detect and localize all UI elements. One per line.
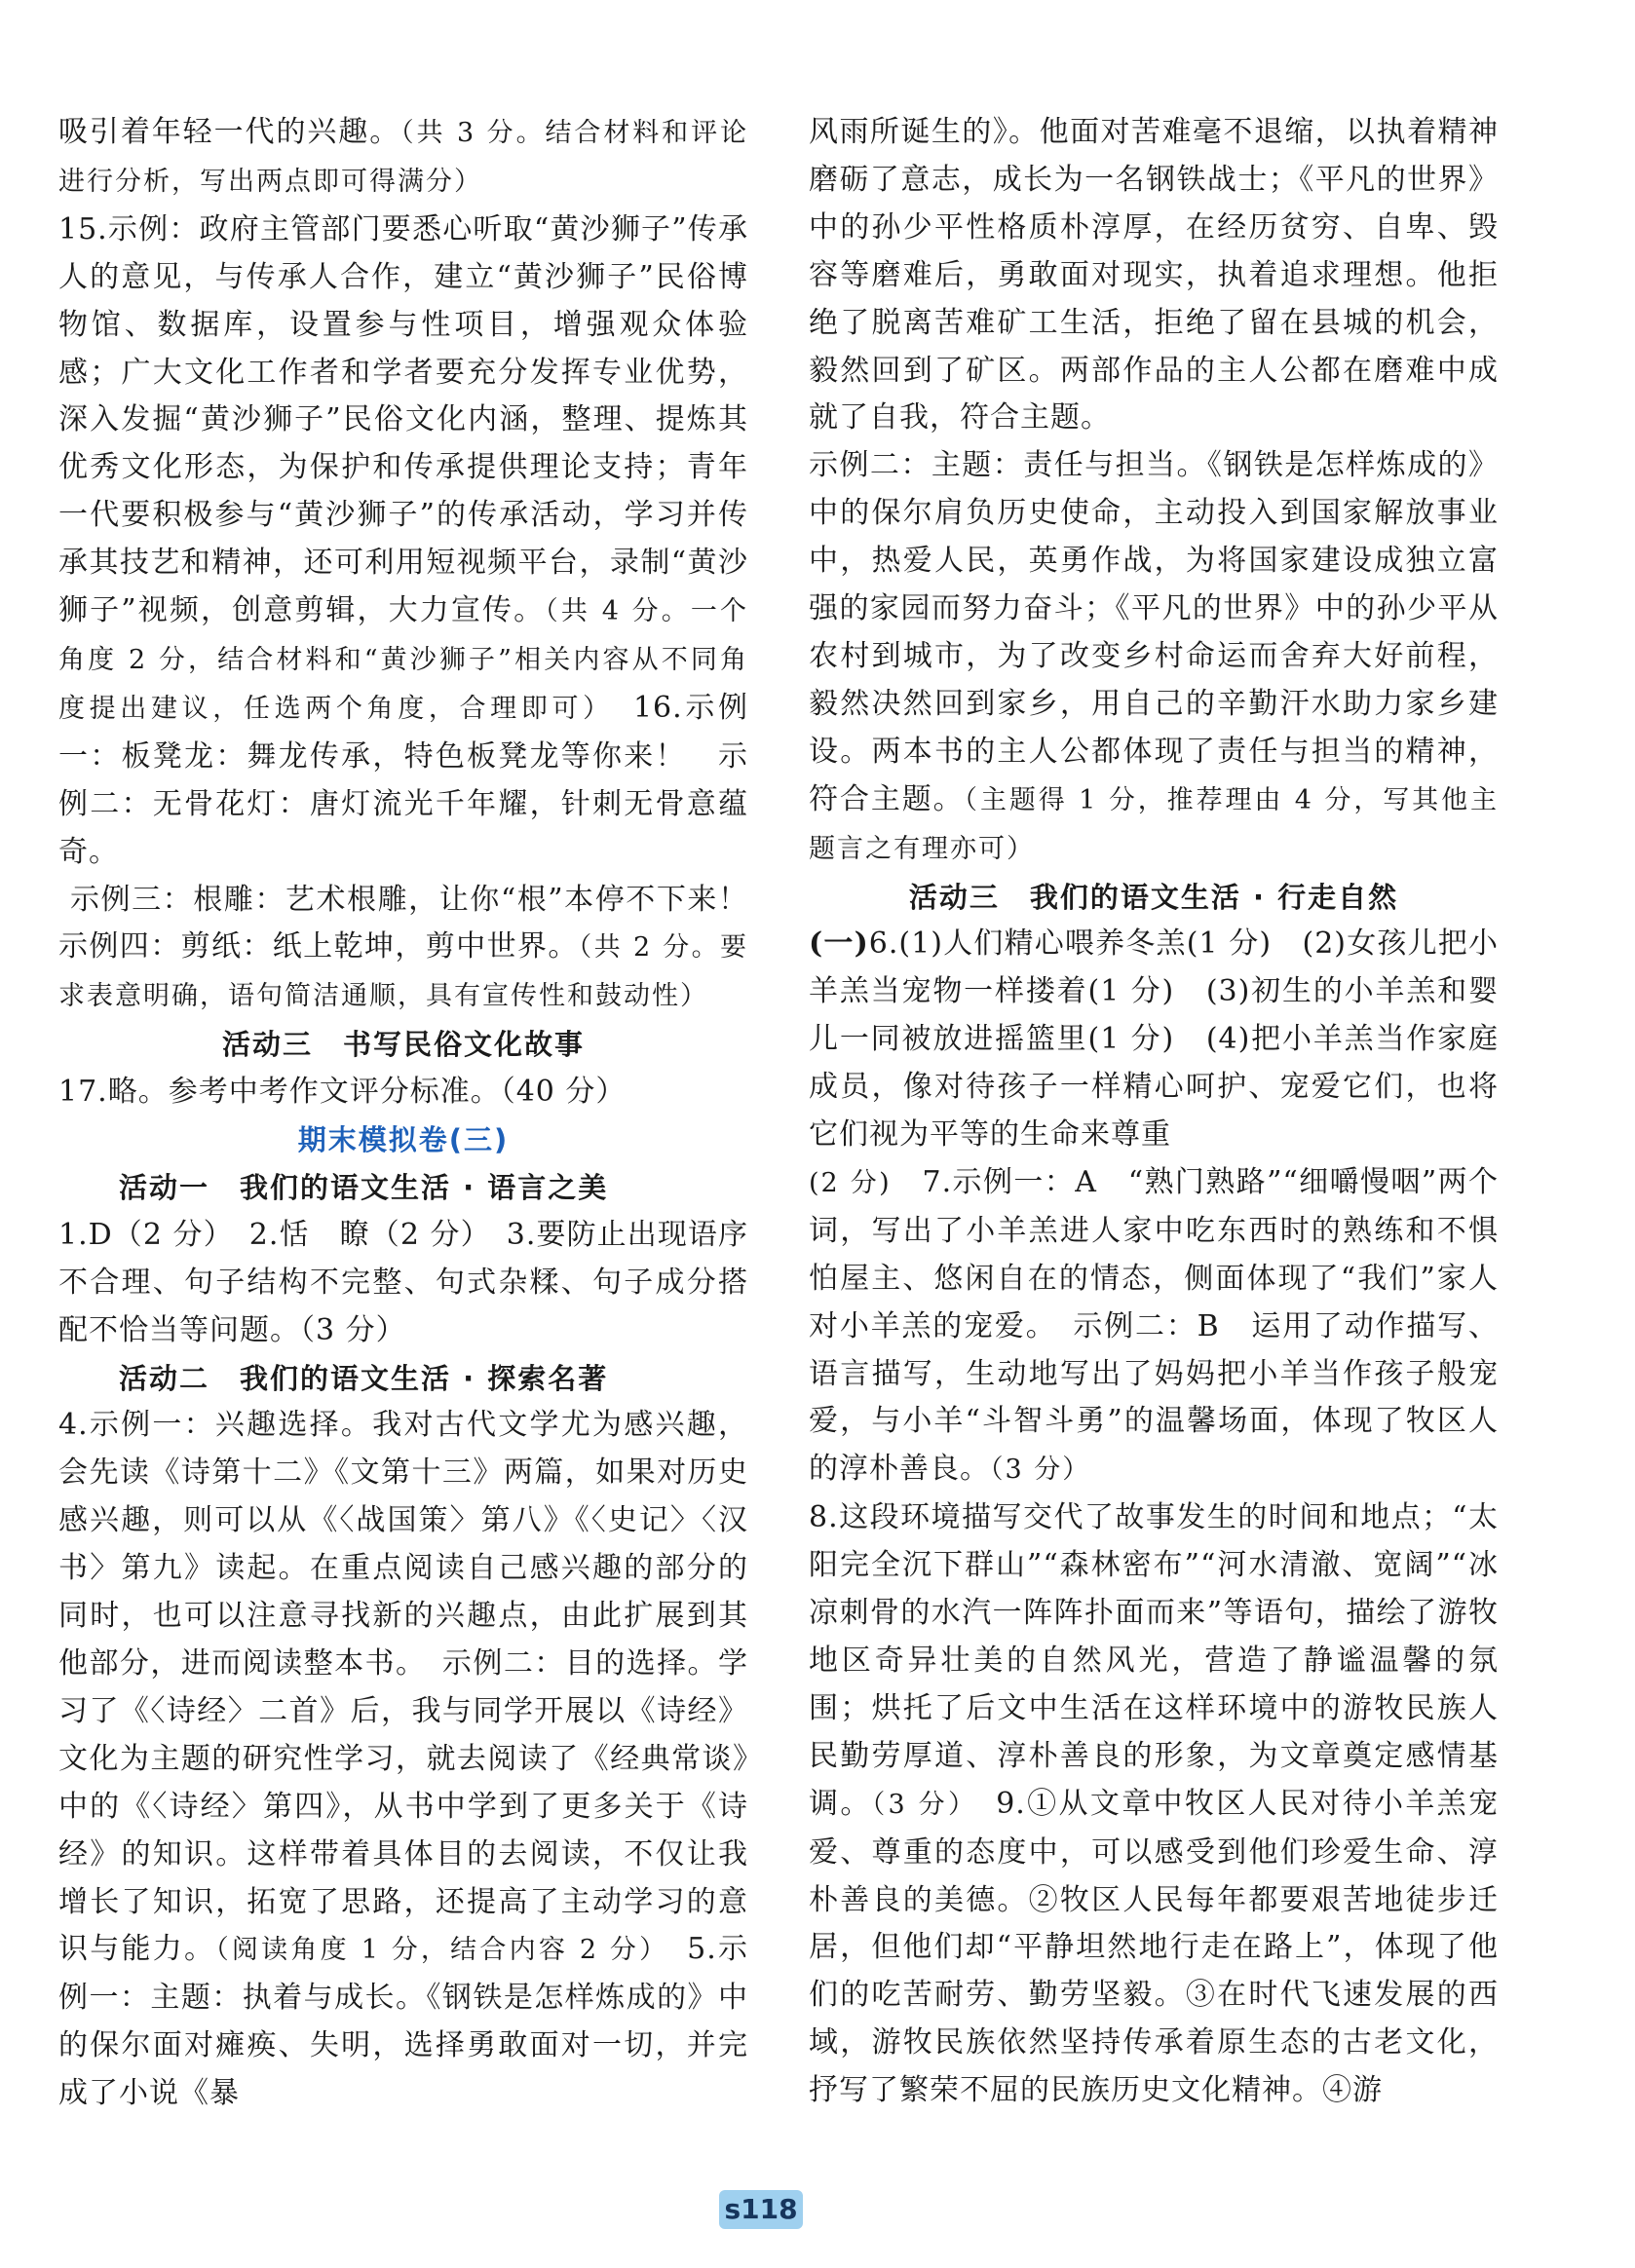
text: 16.示例一：板凳龙：舞龙传承，特色板凳龙等你来！ 示例二：无骨花灯：唐灯流光千年耀，针刺无骨意蕴奇。 xyxy=(58,690,748,869)
paragraph xyxy=(58,877,779,1022)
score-note: （共 2 分。要求表意明确，语句简洁通顺，具有宣传性和鼓动性） xyxy=(58,932,749,1012)
text: 5.示例一：主题：执着与成长。《钢铁是怎样炼成的》中的保尔面对瘫痪、失明，选择勇敢面对一切，并完成了小说《暴 xyxy=(58,1932,749,2111)
score-note: （阅读角度 1 分，结合内容 2 分） xyxy=(215,1935,656,1966)
score-note: （3 分） xyxy=(990,1455,1091,1486)
text: 吸引着年轻一代的兴趣。 xyxy=(58,115,401,149)
right-column xyxy=(809,109,1499,2115)
paragraph xyxy=(58,1402,748,2118)
paragraph: 17.略。参考中考作文评分标准。（40 分） xyxy=(58,1075,627,1110)
paragraph xyxy=(809,442,1499,873)
score-note: （主题得 1 分，推荐理由 4 分，写其他主题言之有理亦可） xyxy=(809,784,1500,864)
page-number: s118 xyxy=(719,2190,803,2229)
section-heading: 活动一 我们的语文生活 · 语言之美 xyxy=(119,1170,609,1204)
score-note: (2 分) xyxy=(809,1167,892,1198)
section-heading: 活动二 我们的语文生活 · 探索名著 xyxy=(119,1361,609,1395)
text: 7.示例一：A “熟门熟路”“细嚼慢咽”两个词，写出了小羊羔进人家中吃东西时的熟练和不惧怕屋主、悠闲自在的情态，侧面体现了“我们”家人对小羊羔的宠爱。 示例二：B 运用了动作描写、语言描写，生动地写出了妈妈把小羊当作孩子般宠爱，与小羊“斗智斗勇”的温馨场面，体现了牧区人的淳朴善良。 xyxy=(809,1164,1500,1487)
section-heading: 活动三 我们的语文生活 · 行走自然 xyxy=(908,880,1399,914)
score-note: （3 分） xyxy=(871,1789,965,1820)
paragraph: 风雨所诞生的》。他面对苦难毫不退缩，以执着精神磨砺了意志，成长为一名钢铁战士；《平凡的世界》中的孙少平性格质朴淳厚，在经历贫穷、自卑、毁容等磨难后，勇敢面对现实，执着追求理想。他拒绝了脱离苦难矿工生活，拒绝了留在县城的机会，毅然回到了矿区。两部作品的主人公都在磨难中成就了自我，符合主题。 xyxy=(809,115,1499,435)
paragraph xyxy=(809,921,1499,1494)
score-note: （共 3 分。结合材料和评论进行分析，写出两点即可得满分） xyxy=(58,118,749,197)
text: 示例三：根雕：艺术根雕，让你“根”本停不下来！ 示例四：剪纸：纸上乾坤，剪中世界。 xyxy=(58,882,779,964)
paragraph xyxy=(58,207,748,877)
paragraph xyxy=(58,109,748,207)
paragraph xyxy=(809,1494,1499,2115)
left-column xyxy=(58,109,779,2118)
score-note: （共 4 分。一个角度 2 分，结合材料和“黄沙狮子”相关内容从不同角度提出建议，任选两个角度，合理即可） xyxy=(58,596,748,724)
text: 8.这段环境描写交代了故事发生的时间和地点；“太阳完全沉下群山”“森林密布”“河水清澈、宽阔”“冰凉刺骨的水汽一阵阵扑面而来”等语句，描绘了游牧地区奇异壮美的自然风光，营造了静谧温馨的氛围；烘托了后文中生活在这样环境中的游牧民族人民勤劳厚道、淳朴善良的形象，为文章奠定感情基调。 xyxy=(809,1500,1499,1821)
text: 15.示例：政府主管部门要悉心听取“黄沙狮子”传承人的意见，与传承人合作，建立“黄沙狮子”民俗博物馆、数据库，设置参与性项目，增强观众体验感；广大文化工作者和学者要充分发挥专业优势，深入发掘“黄沙狮子”民俗文化内涵，整理、提炼其优秀文化形态，为保护和传承提供理论支持；青年一代要积极参与“黄沙狮子”的传承活动，学习并传承其技艺和精神，还可利用短视频平台，录制“黄沙狮子”视频，创意剪辑，大力宣传。 xyxy=(58,211,748,628)
text: 9.①从文章中牧区人民对待小羊羔宠爱、尊重的态度中，可以感受到他们珍爱生命、淳朴善良的美德。②牧区人民每年都要艰苦地徒步迁居，但他们却“平静坦然地行走在路上”，体现了他们的吃苦耐劳、勤劳坚毅。③在时代飞速发展的西域，游牧民族依然坚持传承着原生态的古老文化，抒写了繁荣不屈的民族历史文化精神。④游 xyxy=(809,1786,1500,2108)
text: 4.示例一：兴趣选择。我对古代文学尤为感兴趣，会先读《诗第十二》《文第十三》两篇，如果对历史感兴趣，则可以从《〈战国策〉第八》《〈史记〉〈汉书〉第九》读起。在重点阅读自己感兴趣的部分的同时，也可以注意寻找新的兴趣点，由此扩展到其他部分，进而阅读整本书。 示例二：目的选择。学习了《〈诗经〉二首》后，我与同学开展以《诗经》文化为主题的研究性学习，就去阅读了《经典常谈》中的《〈诗经〉第四》，从书中学到了更多关于《诗经》的知识。这样带着具体目的去阅读，不仅让我增长了知识，拓宽了思路，还提高了主动学习的意识与能力。 xyxy=(58,1408,748,1967)
text: 6.(1)人们精心喂养冬羔(1 分) (2)女孩儿把小羊羔当宠物一样搂着(1 分) (3)初生的小羊羔和婴儿一同被放进摇篮里(1 分) (4)把小羊羔当作家庭成员，像对待孩子一样精心呵护、宠爱它们，也将它们视为平等的生命来尊重 xyxy=(809,926,1499,1153)
section-heading: 活动三 书写民俗文化故事 xyxy=(221,1028,585,1062)
paragraph: 1.D（2 分） 2.恬 瞭（2 分） 3.要防止出现语序不合理、句子结构不完整、句式杂糅、句子成分搭配不恰当等问题。（3 分） xyxy=(58,1217,748,1347)
text: 示例二：主题：责任与担当。《钢铁是怎样炼成的》中的保尔肩负历史使命，主动投入到国家解放事业中，热爱人民，英勇作战，为将国家建设成独立富强的家园而努力奋斗；《平凡的世界》中的孙少平从农村到城市，为了改变乡村命运而舍弃大好前程，毅然决然回到家乡，用自己的辛勤汗水助力家乡建设。两本书的主人公都体现了责任与担当的精神，符合主题。 xyxy=(809,448,1499,816)
section-marker: (一) xyxy=(809,926,869,962)
exam-title: 期末模拟卷(三) xyxy=(297,1123,510,1157)
